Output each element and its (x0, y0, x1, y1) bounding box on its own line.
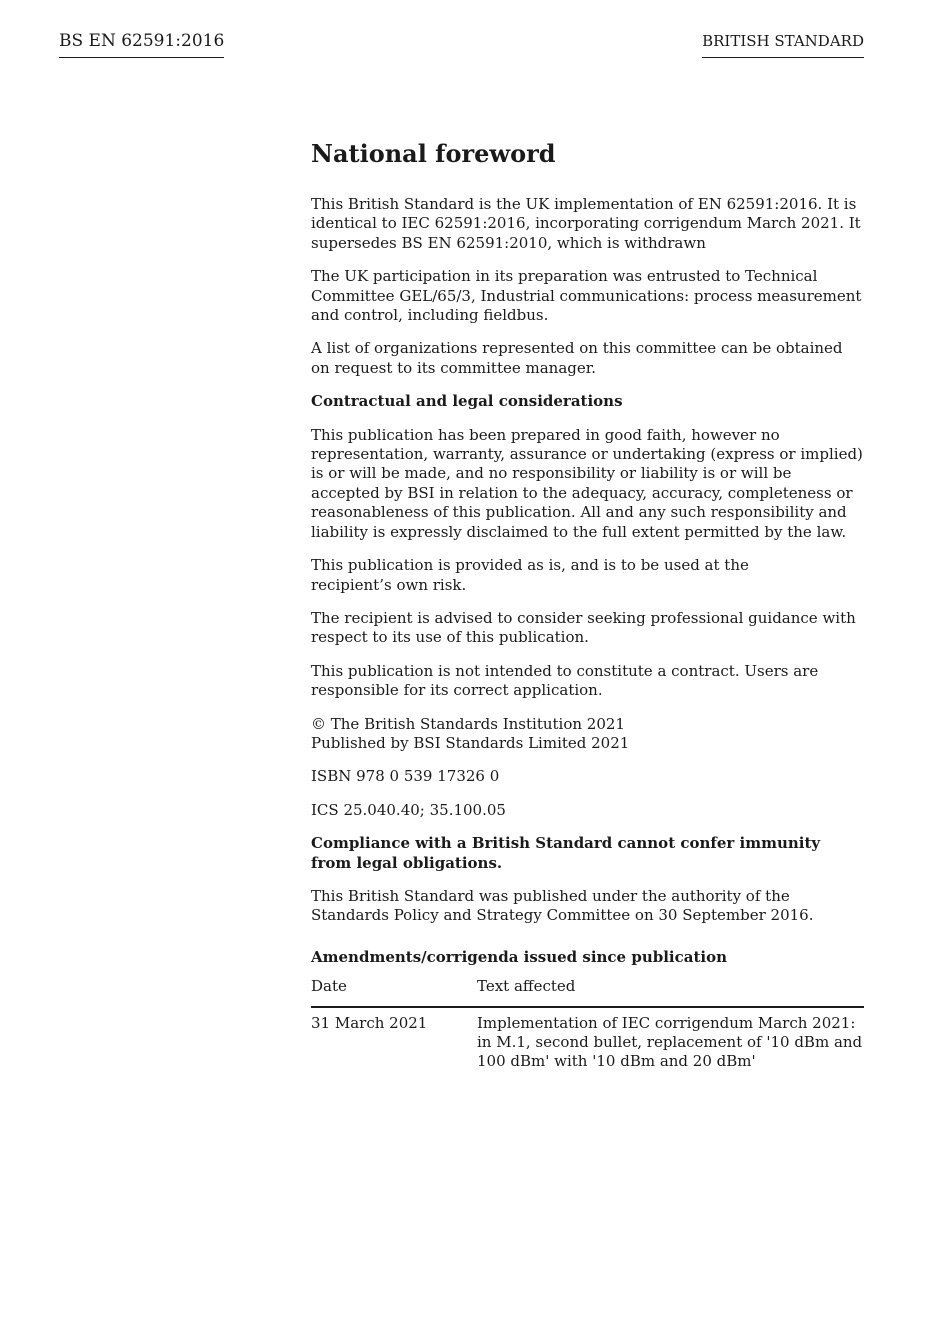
contract-paragraph: This publication is not intended to constitute a contract. Users are responsible for its correct application. (311, 661, 819, 700)
table-row (311, 1008, 864, 1072)
risk-line-2: recipient’s own risk. (311, 575, 467, 594)
text-affected-column-header: Text affected (477, 977, 576, 996)
date-column-header: Date (311, 977, 347, 996)
risk-line-1: This publication is provided as is, and is to be used at the (311, 556, 749, 575)
committee-paragraph: The UK participation in its preparation was entrusted to Technical Committee GEL/65/3, Industrial communications: process measurement and control, including fieldbus. (311, 267, 862, 325)
ics-codes: ICS 25.040.40; 35.100.05 (311, 800, 506, 819)
amendments-table-header (311, 977, 864, 1007)
amendment-date: 31 March 2021 (311, 1013, 428, 1032)
amendment-text: Implementation of IEC corrigendum March 2021: in M.1, second bullet, replacement of '10 dBm and 100 dBm' with '10 dBm and 20 dBm' (477, 1013, 863, 1071)
copyright-line: © The British Standards Institution 2021 (311, 714, 625, 733)
document-type: BRITISH STANDARD (702, 31, 864, 58)
authority-line-2: Standards Policy and Strategy Committee on 30 September 2016. (311, 906, 814, 925)
compliance-notice: Compliance with a British Standard cannot confer immunity from legal obligations. (311, 834, 821, 872)
amendments-title: Amendments/corrigenda issued since publication (311, 947, 727, 966)
authority-paragraph (311, 887, 864, 926)
implementation-paragraph: This British Standard is the UK implementation of EN 62591:2016. It is identical to IEC 62591:2016, incorporating corrigendum March 2021. It supersedes BS EN 62591:2010, which is withdrawn (311, 195, 861, 252)
risk-paragraph (311, 556, 864, 595)
copyright-block (311, 715, 864, 754)
good-faith-paragraph: This publication has been prepared in good faith, however no representation, warranty, assurance or undertaking (express or implied) is or will be made, and no responsibility or liability is or will be accepted by BSI in relation to the adequacy, accuracy, completeness or reasonableness of this publication. All and any such responsibility and liability is expressly disclaimed to the full extent permitted by the law. (311, 425, 863, 541)
foreword-content (311, 138, 864, 1072)
contractual-heading: Contractual and legal considerations (311, 392, 623, 411)
authority-line-1: This British Standard was published under the authority of the (311, 886, 790, 905)
document-id: BS EN 62591:2016 (59, 30, 224, 58)
publisher-line: Published by BSI Standards Limited 2021 (311, 733, 630, 752)
isbn: ISBN 978 0 539 17326 0 (311, 767, 500, 786)
page-title: National foreword (311, 139, 556, 168)
organizations-paragraph: A list of organizations represented on this committee can be obtained on request to its committee manager. (311, 339, 843, 377)
guidance-paragraph: The recipient is advised to consider seeking professional guidance with respect to its use of this publication. (311, 608, 856, 647)
